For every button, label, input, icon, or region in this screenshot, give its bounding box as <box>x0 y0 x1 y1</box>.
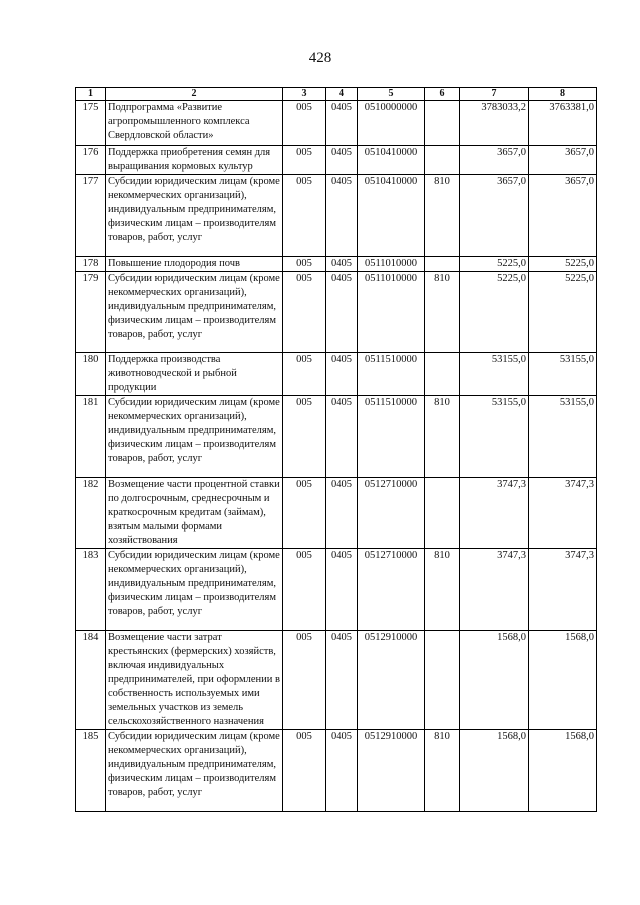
row-admin-code: 005 <box>283 730 326 812</box>
row-expense-type <box>425 478 460 549</box>
row-expense-type <box>425 631 460 730</box>
row-admin-code: 005 <box>283 549 326 631</box>
table-row <box>76 257 597 272</box>
row-admin-code: 005 <box>283 631 326 730</box>
row-target-code: 0510000000 <box>358 101 425 146</box>
col-header-8: 8 <box>529 88 597 101</box>
row-value-col7: 53155,0 <box>460 353 529 396</box>
row-expense-type: 810 <box>425 549 460 631</box>
row-section-code: 0405 <box>326 257 358 272</box>
row-target-code: 0512910000 <box>358 631 425 730</box>
table-row <box>76 549 597 631</box>
row-admin-code: 005 <box>283 175 326 257</box>
row-number: 182 <box>76 478 106 549</box>
row-target-code: 0512710000 <box>358 478 425 549</box>
row-target-code: 0511510000 <box>358 353 425 396</box>
row-target-code: 0512910000 <box>358 730 425 812</box>
row-section-code: 0405 <box>326 478 358 549</box>
row-expense-type <box>425 257 460 272</box>
row-name: Субсидии юридическим лицам (кроме некоммерческих организаций), индивидуальным предпринимателям, физическим лицам – производителям товаров, работ, услуг <box>106 272 283 353</box>
row-admin-code: 005 <box>283 272 326 353</box>
col-header-3: 3 <box>283 88 326 101</box>
col-header-2: 2 <box>106 88 283 101</box>
table-row <box>76 146 597 175</box>
row-number: 178 <box>76 257 106 272</box>
row-value-col8: 3747,3 <box>529 478 597 549</box>
row-target-code: 0512710000 <box>358 549 425 631</box>
row-value-col8: 1568,0 <box>529 631 597 730</box>
row-section-code: 0405 <box>326 549 358 631</box>
row-target-code: 0510410000 <box>358 175 425 257</box>
row-expense-type: 810 <box>425 175 460 257</box>
row-value-col8: 53155,0 <box>529 396 597 478</box>
row-name: Субсидии юридическим лицам (кроме некоммерческих организаций), индивидуальным предпринимателям, физическим лицам – производителям товаров, работ, услуг <box>106 396 283 478</box>
row-number: 184 <box>76 631 106 730</box>
row-section-code: 0405 <box>326 146 358 175</box>
row-expense-type <box>425 353 460 396</box>
row-name: Возмещение части затрат крестьянских (фермерских) хозяйств, включая индивидуальных предпринимателей, при оформлении в собственность используемых ими земельных участков из земель сельскохозяйственного назначения <box>106 631 283 730</box>
row-name: Возмещение части процентной ставки по долгосрочным, среднесрочным и краткосрочным кредитам (займам), взятым малыми формами хозяйствования <box>106 478 283 549</box>
row-target-code: 0510410000 <box>358 146 425 175</box>
table-row <box>76 272 597 353</box>
row-name: Субсидии юридическим лицам (кроме некоммерческих организаций), индивидуальным предпринимателям, физическим лицам – производителям товаров, работ, услуг <box>106 549 283 631</box>
row-target-code: 0511010000 <box>358 272 425 353</box>
row-name: Поддержка производства животноводческой и рыбной продукции <box>106 353 283 396</box>
table-row <box>76 730 597 812</box>
row-value-col7: 1568,0 <box>460 730 529 812</box>
row-value-col8: 3657,0 <box>529 175 597 257</box>
row-expense-type: 810 <box>425 272 460 353</box>
row-value-col8: 3763381,0 <box>529 101 597 146</box>
table-row <box>76 175 597 257</box>
row-value-col8: 5225,0 <box>529 257 597 272</box>
col-header-5: 5 <box>358 88 425 101</box>
row-number: 175 <box>76 101 106 146</box>
row-admin-code: 005 <box>283 478 326 549</box>
row-number: 185 <box>76 730 106 812</box>
row-target-code: 0511510000 <box>358 396 425 478</box>
row-section-code: 0405 <box>326 101 358 146</box>
row-expense-type <box>425 101 460 146</box>
table-row <box>76 631 597 730</box>
row-section-code: 0405 <box>326 631 358 730</box>
row-admin-code: 005 <box>283 353 326 396</box>
row-value-col8: 5225,0 <box>529 272 597 353</box>
page-number: 428 <box>308 50 332 66</box>
row-number: 183 <box>76 549 106 631</box>
budget-table <box>75 87 597 812</box>
row-section-code: 0405 <box>326 353 358 396</box>
col-header-4: 4 <box>326 88 358 101</box>
row-value-col7: 3747,3 <box>460 478 529 549</box>
col-header-7: 7 <box>460 88 529 101</box>
row-name: Субсидии юридическим лицам (кроме некоммерческих организаций), индивидуальным предпринимателям, физическим лицам – производителям товаров, работ, услуг <box>106 175 283 257</box>
table-row <box>76 101 597 146</box>
row-value-col8: 53155,0 <box>529 353 597 396</box>
row-value-col7: 1568,0 <box>460 631 529 730</box>
row-value-col8: 3747,3 <box>529 549 597 631</box>
table-row <box>76 353 597 396</box>
row-expense-type <box>425 146 460 175</box>
row-expense-type: 810 <box>425 396 460 478</box>
row-admin-code: 005 <box>283 396 326 478</box>
row-section-code: 0405 <box>326 730 358 812</box>
table-row <box>76 478 597 549</box>
row-number: 176 <box>76 146 106 175</box>
row-number: 180 <box>76 353 106 396</box>
table-body <box>76 101 597 812</box>
row-value-col8: 1568,0 <box>529 730 597 812</box>
row-value-col7: 5225,0 <box>460 272 529 353</box>
header-row <box>76 88 597 101</box>
row-number: 181 <box>76 396 106 478</box>
row-number: 177 <box>76 175 106 257</box>
row-value-col7: 3657,0 <box>460 175 529 257</box>
row-name: Повышение плодородия почв <box>106 257 283 272</box>
col-header-1: 1 <box>76 88 106 101</box>
table-row <box>76 396 597 478</box>
row-value-col7: 3657,0 <box>460 146 529 175</box>
row-target-code: 0511010000 <box>358 257 425 272</box>
row-name: Субсидии юридическим лицам (кроме некоммерческих организаций), индивидуальным предпринимателям, физическим лицам – производителям товаров, работ, услуг <box>106 730 283 812</box>
row-value-col7: 5225,0 <box>460 257 529 272</box>
row-number: 179 <box>76 272 106 353</box>
row-section-code: 0405 <box>326 175 358 257</box>
row-section-code: 0405 <box>326 396 358 478</box>
row-value-col8: 3657,0 <box>529 146 597 175</box>
row-value-col7: 53155,0 <box>460 396 529 478</box>
row-section-code: 0405 <box>326 272 358 353</box>
row-admin-code: 005 <box>283 257 326 272</box>
row-value-col7: 3747,3 <box>460 549 529 631</box>
row-expense-type: 810 <box>425 730 460 812</box>
row-admin-code: 005 <box>283 101 326 146</box>
row-name: Подпрограмма «Развитие агропромышленного комплекса Свердловской области» <box>106 101 283 146</box>
row-admin-code: 005 <box>283 146 326 175</box>
col-header-6: 6 <box>425 88 460 101</box>
row-value-col7: 3783033,2 <box>460 101 529 146</box>
row-name: Поддержка приобретения семян для выращивания кормовых культур <box>106 146 283 175</box>
